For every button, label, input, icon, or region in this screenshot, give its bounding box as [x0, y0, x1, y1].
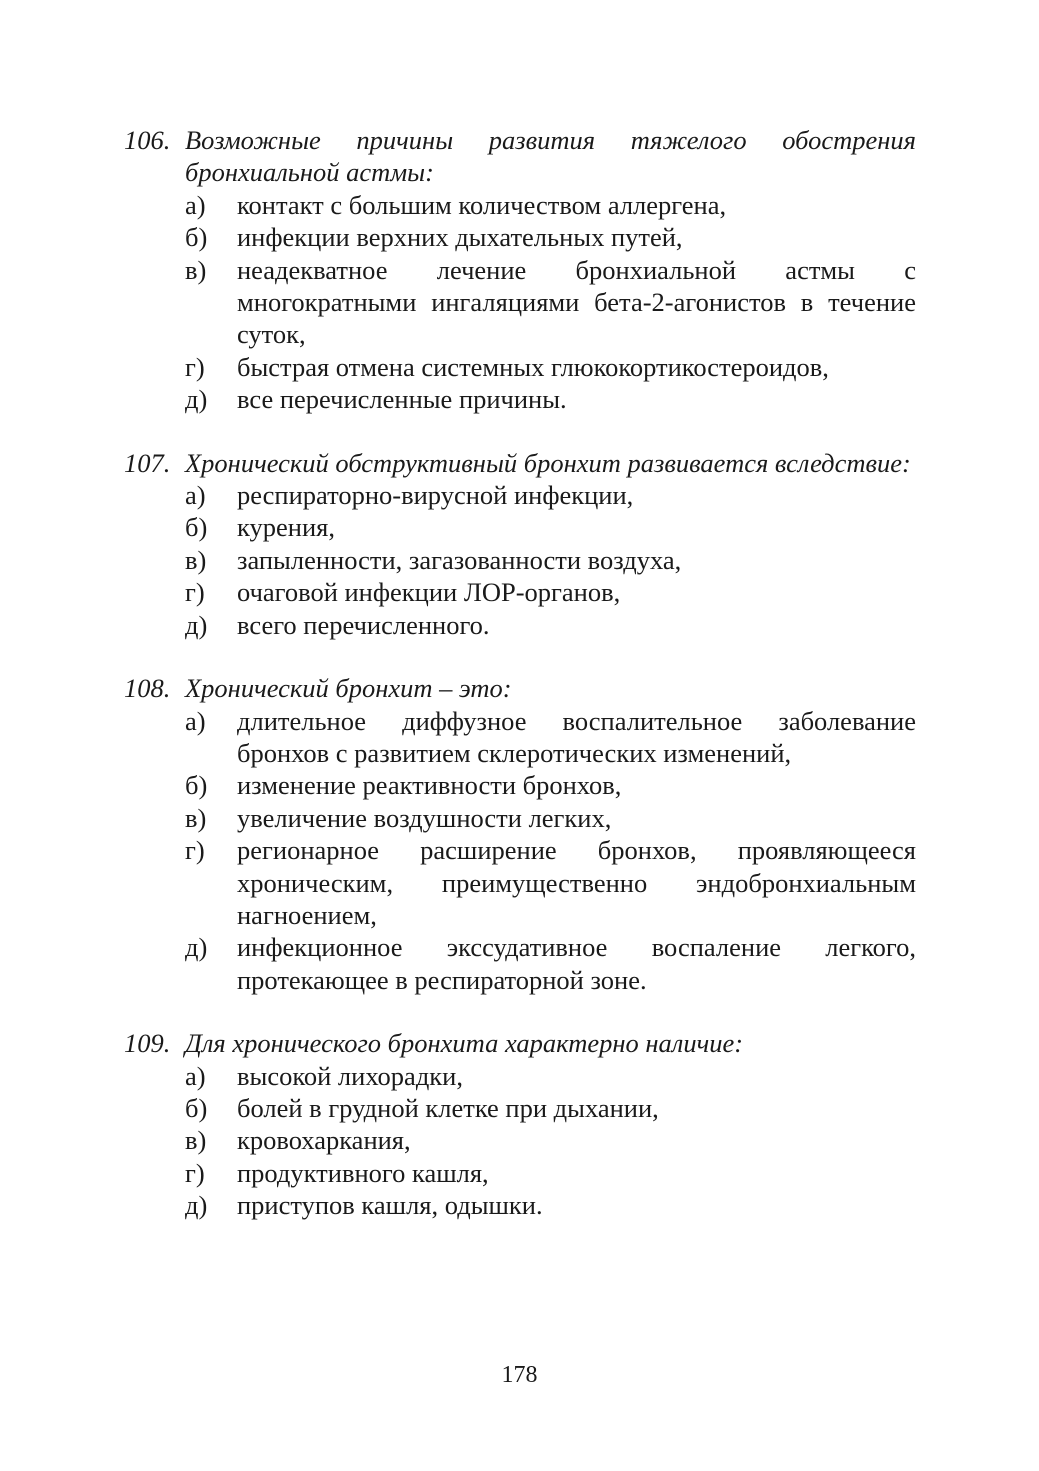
- questions-container: [124, 124, 916, 1253]
- option-text: длительное диффузное воспалительное заболевание бронхов с развитием склеротических изменений,: [237, 705, 916, 768]
- option-letter: д): [185, 1190, 208, 1221]
- option-text: регионарное расширение бронхов, проявляющееся хроническим, преимущественно эндобронхиальным нагноением,: [237, 835, 916, 930]
- option-letter: а): [185, 480, 206, 511]
- answer-option: [124, 1157, 916, 1189]
- answer-option: [124, 544, 916, 576]
- option-letter: б): [185, 222, 208, 253]
- answer-option: [124, 834, 916, 931]
- answer-option: [124, 221, 916, 253]
- question-text: Возможные причины развития тяжелого обострения бронхиальной астмы:: [185, 125, 916, 188]
- answer-option: [124, 1189, 916, 1221]
- question-107: [124, 447, 916, 641]
- question-109: [124, 1027, 916, 1221]
- option-text: инфекционное экссудативное воспаление легкого, протекающее в респираторной зоне.: [237, 932, 916, 995]
- question-text: Хронический бронхит – это:: [185, 673, 512, 704]
- page-number: 178: [501, 1362, 538, 1388]
- answer-option: [124, 511, 916, 543]
- question-text: Для хронического бронхита характерно наличие:: [185, 1028, 744, 1059]
- option-text: приступов кашля, одышки.: [237, 1190, 543, 1221]
- answer-option: [124, 576, 916, 608]
- option-text: неадекватное лечение бронхиальной астмы с многократными ингаляциями бета-2-агонистов в течение суток,: [237, 254, 916, 350]
- option-letter: в): [185, 802, 207, 833]
- question-number: 107.: [124, 447, 171, 478]
- option-text: курения,: [237, 512, 335, 543]
- option-letter: г): [185, 351, 205, 382]
- question-108: [124, 672, 916, 996]
- question-heading: [124, 1027, 916, 1059]
- answer-options: [124, 479, 916, 641]
- option-text: всего перечисленного.: [237, 609, 490, 640]
- option-letter: б): [185, 512, 208, 543]
- answer-options: [124, 705, 916, 997]
- option-letter: а): [185, 705, 206, 736]
- answer-option: [124, 254, 916, 351]
- option-letter: в): [185, 1125, 207, 1156]
- answer-options: [124, 189, 916, 416]
- option-text: болей в грудной клетке при дыхании,: [237, 1092, 659, 1123]
- option-letter: г): [185, 835, 205, 866]
- answer-option: [124, 189, 916, 221]
- question-heading: [124, 447, 916, 479]
- question-heading: [124, 672, 916, 704]
- option-text: запыленности, загазованности воздуха,: [237, 544, 682, 575]
- answer-option: [124, 1092, 916, 1124]
- option-letter: г): [185, 577, 205, 608]
- option-text: увеличение воздушности легких,: [237, 802, 612, 833]
- question-number: 106.: [124, 125, 171, 155]
- answer-option: [124, 931, 916, 996]
- option-letter: в): [185, 544, 207, 575]
- answer-option: [124, 1060, 916, 1092]
- answer-option: [124, 1124, 916, 1156]
- option-letter: д): [185, 609, 208, 640]
- option-text: продуктивного кашля,: [237, 1157, 489, 1188]
- question-number: 109.: [124, 1028, 171, 1059]
- answer-option: [124, 802, 916, 834]
- question-106: [124, 124, 916, 416]
- option-text: быстрая отмена системных глюкокортикостероидов,: [237, 351, 829, 382]
- answer-option: [124, 351, 916, 383]
- question-text: Хронический обструктивный бронхит развивается вследствие:: [185, 447, 911, 478]
- answer-option: [124, 609, 916, 641]
- answer-options: [124, 1060, 916, 1222]
- option-letter: д): [185, 932, 208, 963]
- option-letter: в): [185, 254, 207, 285]
- option-letter: б): [185, 1092, 208, 1123]
- answer-option: [124, 479, 916, 511]
- option-text: изменение реактивности бронхов,: [237, 770, 622, 801]
- answer-option: [124, 769, 916, 801]
- option-text: высокой лихорадки,: [237, 1060, 463, 1091]
- option-text: инфекции верхних дыхательных путей,: [237, 222, 683, 253]
- option-letter: а): [185, 189, 206, 220]
- option-text: очаговой инфекции ЛОР-органов,: [237, 577, 621, 608]
- question-number: 108.: [124, 673, 171, 704]
- option-letter: б): [185, 770, 208, 801]
- option-text: кровохаркания,: [237, 1125, 411, 1156]
- option-letter: г): [185, 1157, 205, 1188]
- answer-option: [124, 383, 916, 415]
- option-letter: а): [185, 1060, 206, 1091]
- option-text: все перечисленные причины.: [237, 384, 567, 415]
- question-heading: [124, 124, 916, 189]
- option-text: респираторно-вирусной инфекции,: [237, 480, 634, 511]
- option-letter: д): [185, 384, 208, 415]
- option-text: контакт с большим количеством аллергена,: [237, 189, 727, 220]
- answer-option: [124, 705, 916, 770]
